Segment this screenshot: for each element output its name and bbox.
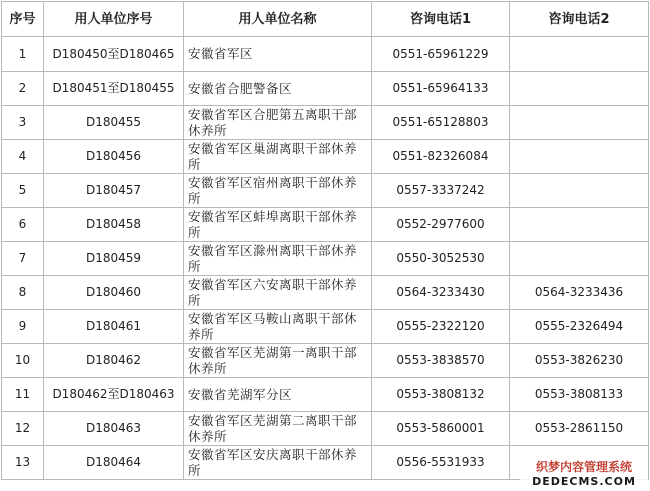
row-seq: 11 [2, 378, 44, 412]
row-unit-code: D180456 [44, 140, 184, 174]
row-phone1: 0551-82326084 [372, 140, 510, 174]
contact-table [1, 1, 649, 480]
row-phone2: 0555-2326494 [510, 310, 649, 344]
row-seq: 1 [2, 37, 44, 72]
row-phone1: 0557-3337242 [372, 174, 510, 208]
header-unit-code: 用人单位序号 [44, 2, 184, 37]
table-row [2, 310, 649, 344]
row-phone1: 0555-2322120 [372, 310, 510, 344]
row-unit-name: 安徽省军区合肥第五离职干部休养所 [184, 106, 372, 140]
row-unit-name: 安徽省军区滁州离职干部休养所 [184, 242, 372, 276]
row-phone1: 0556-5531933 [372, 446, 510, 480]
row-unit-name: 安徽省军区巢湖离职干部休养所 [184, 140, 372, 174]
row-unit-code: D180461 [44, 310, 184, 344]
row-phone2 [510, 37, 649, 72]
row-phone2 [510, 140, 649, 174]
watermark-line2: DEDECMS.COM [532, 475, 636, 488]
row-seq: 5 [2, 174, 44, 208]
table-row [2, 242, 649, 276]
watermark-line1: 织梦内容管理系统 [535, 460, 632, 474]
row-unit-name: 安徽省合肥警备区 [184, 72, 372, 106]
table-row [2, 378, 649, 412]
row-seq: 6 [2, 208, 44, 242]
row-seq: 9 [2, 310, 44, 344]
row-phone1: 0553-3808132 [372, 378, 510, 412]
row-phone1: 0553-5860001 [372, 412, 510, 446]
row-unit-code: D180457 [44, 174, 184, 208]
row-unit-code: D180462至D180463 [44, 378, 184, 412]
row-phone2 [510, 72, 649, 106]
row-unit-name: 安徽省军区安庆离职干部休养所 [184, 446, 372, 480]
row-unit-code: D180462 [44, 344, 184, 378]
row-phone1: 0564-3233430 [372, 276, 510, 310]
row-unit-code: D180463 [44, 412, 184, 446]
row-phone2: 0553-3826230 [510, 344, 649, 378]
row-unit-code: D180459 [44, 242, 184, 276]
row-seq: 4 [2, 140, 44, 174]
row-phone1: 0552-2977600 [372, 208, 510, 242]
header-seq: 序号 [2, 2, 44, 37]
row-seq: 8 [2, 276, 44, 310]
row-phone1: 0551-65961229 [372, 37, 510, 72]
row-seq: 2 [2, 72, 44, 106]
row-unit-name: 安徽省军区芜湖第一离职干部休养所 [184, 344, 372, 378]
header-row [2, 2, 649, 37]
table-row [2, 72, 649, 106]
row-seq: 13 [2, 446, 44, 480]
row-seq: 10 [2, 344, 44, 378]
table-row [2, 37, 649, 72]
table-row [2, 276, 649, 310]
row-unit-name: 安徽省军区马鞍山离职干部休养所 [184, 310, 372, 344]
row-unit-name: 安徽省军区 [184, 37, 372, 72]
watermark [520, 460, 648, 490]
row-phone2: 0553-3808133 [510, 378, 649, 412]
row-unit-name: 安徽省军区蚌埠离职干部休养所 [184, 208, 372, 242]
row-unit-code: D180460 [44, 276, 184, 310]
table-row [2, 140, 649, 174]
row-seq: 3 [2, 106, 44, 140]
row-phone1: 0551-65964133 [372, 72, 510, 106]
row-seq: 7 [2, 242, 44, 276]
row-unit-name: 安徽省军区六安离职干部休养所 [184, 276, 372, 310]
header-phone2: 咨询电话2 [510, 2, 649, 37]
row-phone2 [510, 208, 649, 242]
row-phone2 [510, 106, 649, 140]
table-row [2, 412, 649, 446]
row-unit-code: D180450至D180465 [44, 37, 184, 72]
table-row [2, 174, 649, 208]
row-unit-name: 安徽省军区芜湖第二离职干部休养所 [184, 412, 372, 446]
row-unit-name: 安徽省芜湖军分区 [184, 378, 372, 412]
row-phone2: 0553-2861150 [510, 412, 649, 446]
row-unit-code: D180451至D180455 [44, 72, 184, 106]
row-unit-code: D180455 [44, 106, 184, 140]
row-unit-name: 安徽省军区宿州离职干部休养所 [184, 174, 372, 208]
header-phone1: 咨询电话1 [372, 2, 510, 37]
table-row [2, 344, 649, 378]
row-phone1: 0551-65128803 [372, 106, 510, 140]
header-unit-name: 用人单位名称 [184, 2, 372, 37]
row-unit-code: D180464 [44, 446, 184, 480]
row-seq: 12 [2, 412, 44, 446]
row-unit-code: D180458 [44, 208, 184, 242]
row-phone2 [510, 242, 649, 276]
row-phone2: 0564-3233436 [510, 276, 649, 310]
row-phone1: 0553-3838570 [372, 344, 510, 378]
row-phone1: 0550-3052530 [372, 242, 510, 276]
table-row [2, 106, 649, 140]
row-phone2 [510, 174, 649, 208]
table-row [2, 208, 649, 242]
